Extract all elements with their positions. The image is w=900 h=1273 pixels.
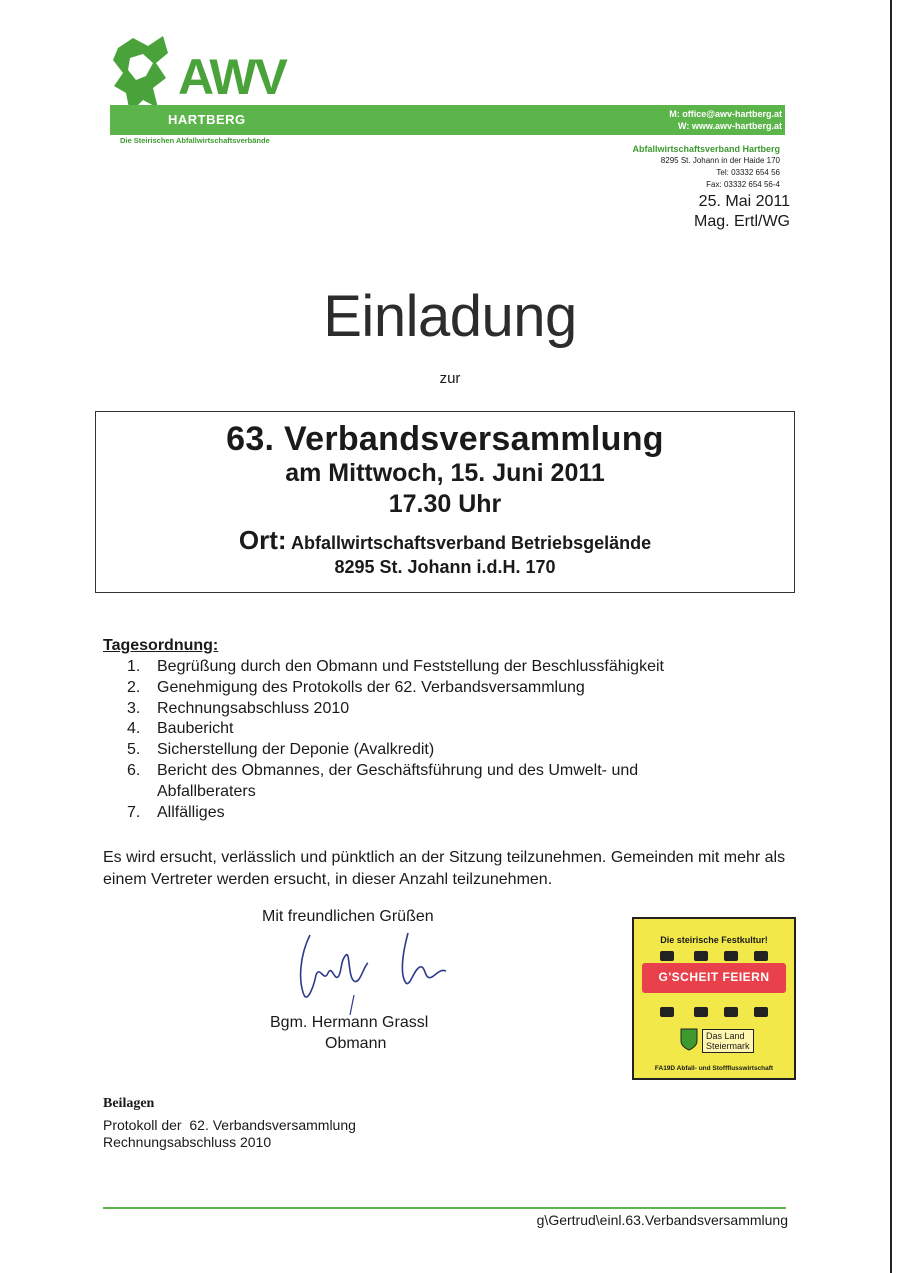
agenda-heading: Tagesordnung: bbox=[103, 637, 219, 654]
org-fax: Fax: 03332 654 56-4 bbox=[706, 180, 780, 189]
agenda-item bbox=[127, 678, 767, 699]
agenda-text: Genehmigung des Protokolls der 62. Verbandsversammlung bbox=[157, 678, 585, 696]
logo-text: AWV bbox=[178, 49, 286, 105]
coat-of-arms-icon bbox=[680, 1027, 698, 1051]
agenda-number: 2. bbox=[127, 678, 141, 696]
agenda-number: 3. bbox=[127, 699, 141, 717]
date-reference bbox=[694, 192, 790, 232]
badge-bottom-text: FA19D Abfall- und Stoffflusswirtschaft bbox=[654, 1065, 774, 1072]
logo-tagline: Die Steirischen Abfallwirtschaftsverbände bbox=[120, 136, 270, 145]
agenda-number: 1. bbox=[127, 658, 141, 675]
agenda-item bbox=[127, 699, 767, 720]
closing-greeting: Mit freundlichen Grüßen bbox=[262, 908, 434, 925]
logo-subtitle: HARTBERG bbox=[168, 112, 246, 127]
agenda-item bbox=[127, 803, 767, 824]
body-paragraph: Es wird ersucht, verlässlich und pünktlich an der Sitzung teilzunehmen. Gemeinden mit mehr als einem Vertreter werden ersucht, in dieser Anzahl teilzunehmen. bbox=[103, 849, 786, 888]
scan-edge-line bbox=[890, 0, 892, 1273]
event-place bbox=[96, 525, 794, 556]
attachment-item: Rechnungsabschluss 2010 bbox=[103, 1134, 272, 1150]
org-tel: Tel: 03332 654 56 bbox=[716, 168, 780, 177]
badge-ribbon-text: G'SCHEIT FEIERN bbox=[658, 970, 770, 984]
web-text: W: www.awv-hartberg.at bbox=[677, 121, 782, 131]
badge-land bbox=[702, 1029, 754, 1053]
agenda-text: Begrüßung durch den Obmann und Feststellung der Beschlussfähigkeit bbox=[157, 658, 664, 675]
agenda-number: 4. bbox=[127, 720, 141, 738]
attachments-heading: Beilagen bbox=[103, 1096, 155, 1111]
sender-address bbox=[632, 143, 780, 191]
event-date: am Mittwoch, 15. Juni 2011 bbox=[285, 459, 605, 487]
page-subtitle: zur bbox=[439, 370, 461, 387]
footer-file-path: g\Gertrud\einl.63.Verbandsversammlung bbox=[536, 1212, 788, 1228]
agenda-text: Allfälliges bbox=[157, 803, 225, 821]
badge-land-line2: Steiermark bbox=[706, 1041, 750, 1051]
agenda-item bbox=[127, 761, 767, 803]
badge-land-line1: Das Land bbox=[706, 1031, 745, 1041]
agenda-number: 7. bbox=[127, 803, 141, 821]
event-name: 63. Verbandsversammlung bbox=[226, 420, 664, 458]
badge-ribbon bbox=[642, 963, 786, 993]
email-text: M: office@awv-hartberg.at bbox=[669, 109, 782, 119]
org-address: 8295 St. Johann in der Haide 170 bbox=[660, 156, 780, 165]
signer-title: Obmann bbox=[325, 1035, 387, 1052]
agenda-text: Sicherstellung der Deponie (Avalkredit) bbox=[157, 741, 435, 759]
badge-top-text: Die steirische Festkultur! bbox=[660, 935, 768, 945]
signer-name: Bgm. Hermann Grassl bbox=[270, 1014, 429, 1031]
place-value: Abfallwirtschaftsverband Betriebsgelände bbox=[291, 533, 652, 553]
attachments-list bbox=[103, 1117, 356, 1151]
place-label: Ort: bbox=[238, 525, 287, 555]
agenda-item bbox=[127, 657, 767, 678]
letter-date: 25. Mai 2011 bbox=[698, 193, 790, 210]
letter-reference: Mag. Ertl/WG bbox=[693, 213, 790, 230]
agenda-number: 6. bbox=[127, 761, 141, 779]
header-contact bbox=[669, 108, 782, 132]
agenda-text: Bericht des Obmannes, der Geschäftsführung und des Umwelt- und Abfallberaters bbox=[157, 761, 639, 800]
agenda-text: Rechnungsabschluss 2010 bbox=[157, 699, 350, 717]
agenda-item bbox=[127, 719, 767, 740]
event-box bbox=[95, 411, 795, 593]
event-time: 17.30 Uhr bbox=[388, 490, 502, 518]
agenda-item bbox=[127, 740, 767, 761]
signature-icon bbox=[290, 925, 460, 1015]
footer-divider bbox=[103, 1207, 786, 1209]
agenda-number: 5. bbox=[127, 741, 141, 759]
page-title: Einladung bbox=[323, 284, 577, 349]
festkultur-badge bbox=[632, 917, 796, 1080]
org-name: Abfallwirtschaftsverband Hartberg bbox=[632, 144, 780, 154]
event-address: 8295 St. Johann i.d.H. 170 bbox=[334, 557, 556, 577]
agenda-text: Baubericht bbox=[157, 720, 234, 738]
attachment-item: Protokoll der 62. Verbandsversammlung bbox=[103, 1117, 356, 1133]
agenda-list bbox=[127, 657, 767, 823]
